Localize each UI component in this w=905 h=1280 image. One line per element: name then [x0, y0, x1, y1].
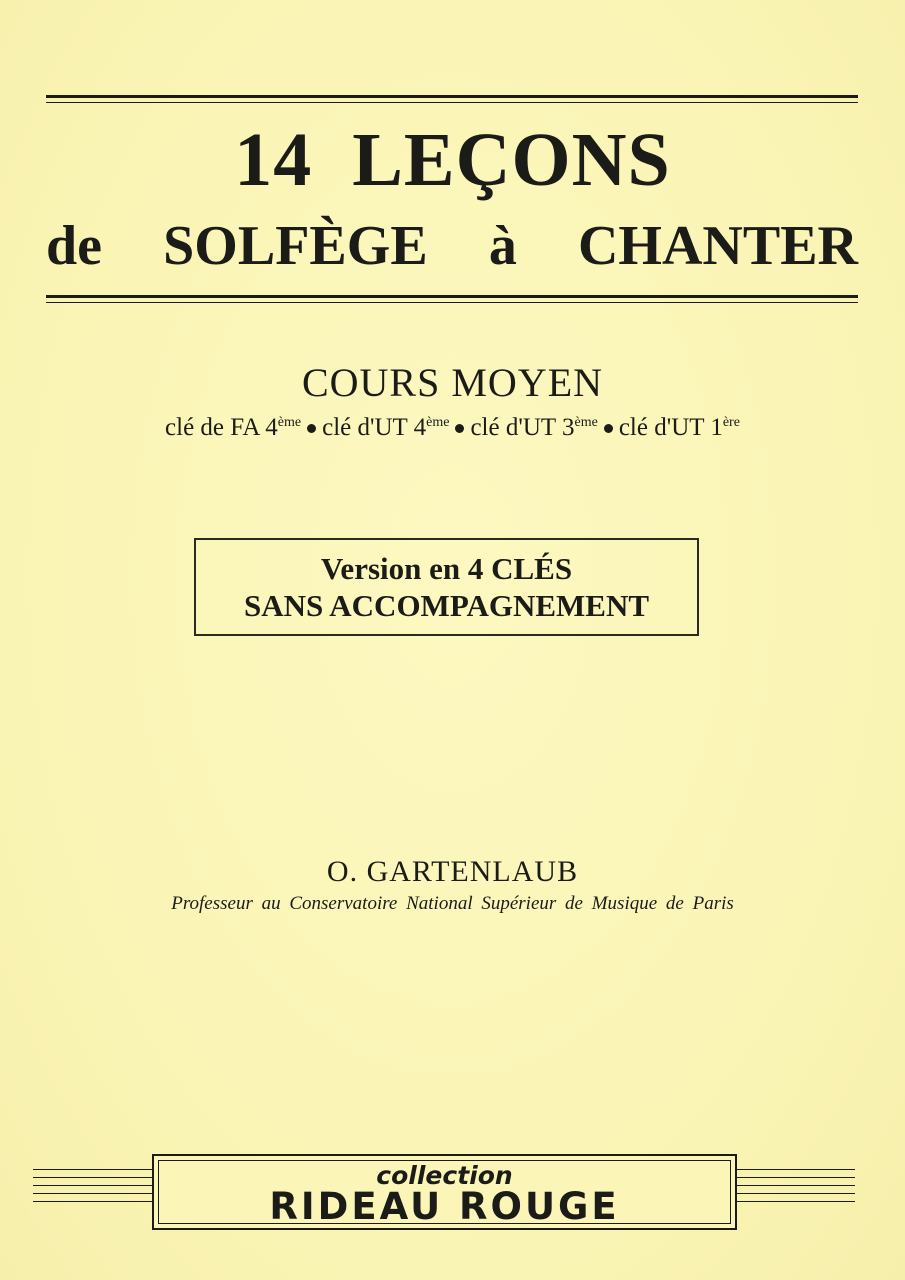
clef-item: clé de FA 4ème — [165, 414, 302, 441]
bottom-double-rule — [46, 295, 858, 303]
top-double-rule — [46, 95, 858, 103]
title-lecons: LEÇONS — [352, 118, 671, 202]
collection-label: collection — [376, 1161, 513, 1190]
title-word-a: à — [488, 215, 517, 277]
bullet-dot — [604, 424, 613, 433]
clef-item: clé d'UT 4ème — [322, 414, 450, 441]
clef-item: clé d'UT 1ère — [618, 414, 740, 441]
title-word-solfege: SOLFÈGE — [163, 215, 428, 277]
title-number: 14 — [234, 118, 313, 202]
title-subline — [46, 212, 858, 280]
author-position: Professeur au Conservatoire National Supérieur de Musique de Paris — [171, 893, 734, 914]
bullet-dot — [307, 424, 316, 433]
title-word-de: de — [46, 215, 102, 277]
version-box — [194, 538, 699, 636]
title-word-chanter: CHANTER — [577, 215, 858, 277]
clef-item: clé d'UT 3ème — [470, 414, 598, 441]
version-line-1: Version en 4 CLÉS — [320, 551, 573, 586]
version-line-2: SANS ACCOMPAGNEMENT — [243, 588, 650, 623]
clef-list — [0, 410, 905, 446]
course-level: COURS MOYEN — [301, 360, 604, 405]
collection-name: RIDEAU ROUGE — [269, 1185, 620, 1228]
collection-banner — [152, 1154, 737, 1230]
author-name: O. GARTENLAUB — [326, 855, 579, 888]
main-title — [0, 115, 905, 205]
bullet-dot — [455, 424, 464, 433]
